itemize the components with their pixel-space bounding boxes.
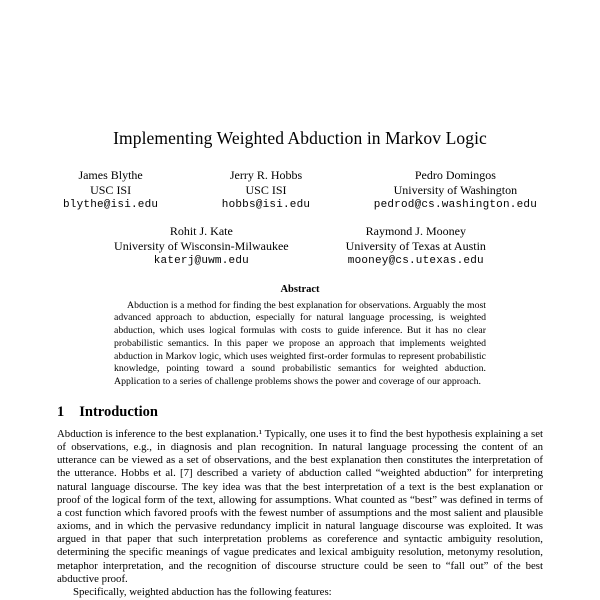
author-affiliation: USC ISI [245, 183, 287, 197]
author-block [222, 168, 310, 213]
paper-title: Implementing Weighted Abduction in Markov Logic [113, 128, 487, 148]
abstract-section [114, 284, 486, 389]
abstract-heading: Abstract [280, 283, 320, 295]
section-heading-introduction [57, 404, 543, 421]
author-email: mooney@cs.utexas.edu [347, 254, 484, 267]
author-email: katerj@uwm.edu [153, 254, 249, 267]
author-block [374, 168, 537, 213]
author-affiliation: University of Texas at Austin [345, 238, 486, 253]
author-email: pedrod@cs.washington.edu [373, 199, 537, 211]
author-name: Rohit J. Kate [169, 223, 233, 238]
author-affiliation: USC ISI [90, 183, 132, 197]
author-row-1 [57, 168, 543, 213]
author-name: Jerry R. Hobbs [229, 168, 303, 182]
author-name: Pedro Domingos [414, 168, 496, 182]
section-number: 1 [57, 403, 65, 420]
author-email: blythe@isi.edu [63, 199, 159, 211]
intro-paragraph-1: Abduction is inference to the best explanation.¹ Typically, one uses it to find the best hypothesis explaining a set of observations, e.g., in diagnosis and plan recognition. In natural language processing the content of an utterance can be viewed as a set of observations, and the best explanation then constitutes the interpretation of the utterance. Hobbs et al. [7] described a variety of abduction called “weighted abduction” for interpreting natural language discourse. The key idea was that the best interpretation of a text is the best explanation or proof of the logical form of the text, allowing for assumptions. What counted as “best” was defined in terms of a cost function which favored proofs with the fewest number of assumptions and the most salient and plausible axioms, and in which the pervasive redundancy implicit in natural language discourse was exploited. It was argued in that paper that such interpretation problems as coreference and syntactic ambiguity resolution, determining the specific meanings of vague predicates and lexical ambiguity resolution, metonymy resolution, metaphor interpretation, and the recognition of discourse structure could be seen to “fall out” of the best abductive proof. [57, 427, 543, 585]
author-name: James Blythe [78, 168, 143, 182]
author-email: hobbs@isi.edu [221, 199, 311, 211]
author-block [346, 224, 486, 269]
author-block [63, 168, 158, 213]
author-affiliation: University of Wisconsin-Milwaukee [114, 238, 289, 253]
author-name: Raymond J. Mooney [365, 223, 466, 238]
intro-paragraph-2: Specifically, weighted abduction has the following features: [73, 585, 332, 598]
section-title: Introduction [79, 403, 158, 420]
author-row-2 [57, 224, 543, 269]
abstract-text: Abduction is a method for finding the best explanation for observations. Arguably the most advanced approach to abduction, especially for natural language processing, is weighted abduction, which uses logical formulas with costs to guide inference. But it has no clear probabilistic semantics. In this paper we propose an approach that implements weighted abduction in Markov logic, which uses weighted first-order formulas to represent probabilistic knowledge, pointing toward a sound probabilistic semantics for weighted abduction. Application to a series of challenge problems shows the power and coverage of our approach. [114, 299, 486, 388]
author-affiliation: University of Washington [393, 183, 518, 197]
author-block [114, 224, 289, 269]
